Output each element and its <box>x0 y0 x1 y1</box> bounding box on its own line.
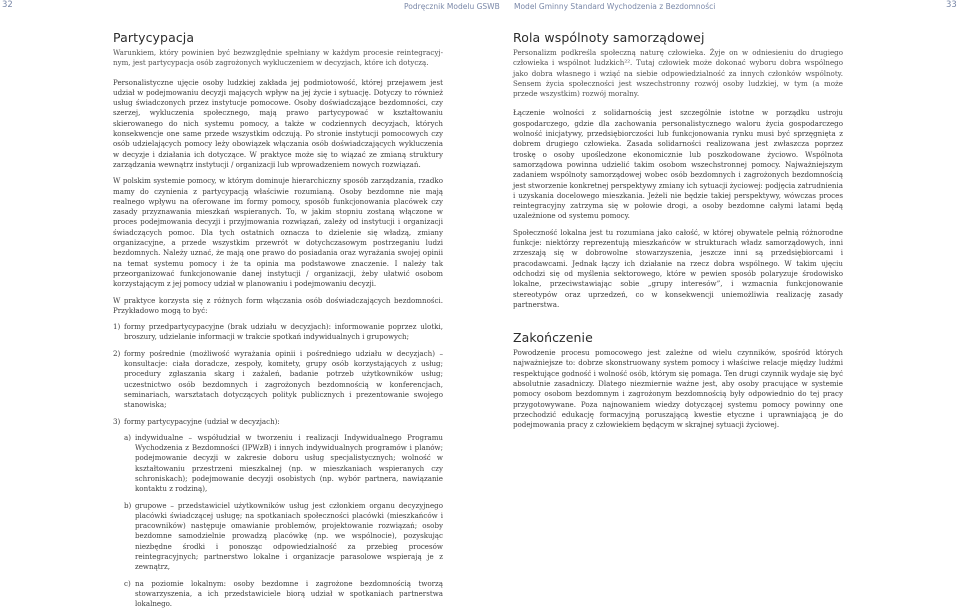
sublist-letter: a) <box>124 432 131 442</box>
running-title-right: Model Gminny Standard Wychodzenia z Bezdomności <box>514 2 716 11</box>
list-text: formy partycypacyjne (udział w decyzjach): <box>124 416 280 426</box>
paragraph: Personalistyczne ujęcie osoby ludzkiej zakłada jej podmiotowość, której przejawem jest udział w podejmowaniu decyzji mających wpływ na jej życie i sytuację. Dotyczy to również usług świadczonych przez instytucje pomocowe. Osoby doświadczające bezdomności, czy szerzej, wykluczenia społecznego, mają prawo partycypować w kształtowaniu skierowanego do nich systemu pomocy, a także w codziennych decyzjach, których konsekwencje one same przede wszystkim odczują. Po stronie instytucji pomocowych czy osób udzielających pomocy leży obowiązek włączania osób doświadczających wykluczenia w decyzje i działania ich dotyczące. W praktyce może się to wiązać ze zmianą struktury zarządzania wewnątrz instytucji / organizacji lub wprowadzeniem nowych rozwiązań. <box>113 77 443 169</box>
running-title-left: Podręcznik Modelu GSWB <box>404 2 500 11</box>
right-column <box>513 30 843 437</box>
participation-forms-list <box>113 322 443 609</box>
participation-sublist <box>124 433 443 610</box>
paragraph: Personalizm podkreśla społeczną naturę człowieka. Żyje on w odniesieniu do drugiego człowieka i wspólnot ludzkich²². Tutaj człowiek może dokonać wyboru dobra wspólnego jako dobra własnego i wziąć na siebie odpowiedzialność za innych członków wspólnoty. Sensem życia społeczności jest wszechstronny rozwój osoby ludzkiej, w tym (a może przede wszystkim) rozwój moralny. <box>513 48 843 99</box>
sublist-item <box>124 433 443 495</box>
list-text: formy pośrednie (możliwość wyrażania opinii i pośredniego udziału w decyzjach) – konsultacje: ciała doradcze, zespoły, komitety, grupy osób korzystających z usług; procedury zgłaszania skarg i zażaleń, badanie potrzeb użytkowników usług; uczestnictwo osób bezdomnych i zagrożonych bezdomnością w konferencjach, seminariach, warsztatach dotyczących polityk publicznych i prezentowanie swojego stanowiska; <box>124 348 443 410</box>
page-number-right: 33 <box>946 0 957 10</box>
list-number: 1) <box>113 322 121 332</box>
list-number: 3) <box>113 416 121 426</box>
sublist-text: grupowe – przedstawiciel użytkowników usług jest członkiem organu decyzyjnego placówki świadczącej usługę; na spotkaniach społeczności placówki (mieszkańców i pracowników) następuje omawianie problemów, projektowanie rozwiązań; osoby bezdomne samodzielnie prowadzą placówkę (np. we wspólnocie), pozyskując niezbędne środki i ponosząc odpowiedzialność za przebieg procesów reintegracyjnych; partnerstwo lokalne i organizacje parasolowe wspierają je z zewnątrz, <box>135 500 443 572</box>
sublist-letter: b) <box>124 500 132 510</box>
paragraph: W praktyce korzysta się z różnych form włączania osób doświadczających bezdomności. Przykładowo mogą to być: <box>113 295 443 315</box>
list-number: 2) <box>113 348 121 358</box>
intro-paragraph: Warunkiem, który powinien być bezwzględnie spełniany w każdym procesie reintegracyj-nym, jest partycypacja osób zagrożonych wykluczeniem w decyzjach, które ich dotyczą. <box>113 48 443 68</box>
sublist-item <box>124 501 443 573</box>
list-item <box>113 417 443 427</box>
page-number-left: 32 <box>2 0 13 10</box>
conclusion-paragraph: Powodzenie procesu pomocowego jest zależne od wielu czynników, spośród których najważniejsze to: dobrze skonstruowany system pomocy i właściwe relacje między ludźmi respektujące godność i wolność osób, którym się pomaga. Ten drugi czynnik wydaje się być absolutnie zasadniczy. Dlatego niezmiernie ważne jest, aby osoby pracujące w systemie pomocy osobom bezdomnym i zagrożonym bezdomnością były odpowiednio do tej pracy przygotowywane. Poza najnowaniem wiedzy dotyczącej systemu pomocy powinny one przechodzić edukację formacyjną poruszającą kwestie etyczne i uprawniającą je do podejmowania pracy z człowiekiem będącym w skrajnej sytuacji życiowej. <box>513 348 843 430</box>
list-text: formy przedpartycypacyjne (brak udziału w decyzjach): informowanie poprzez ulotki, broszury, udzielanie informacji w trakcie spotkań indywidualnych i grupowych; <box>124 322 443 342</box>
paragraph: Społeczność lokalna jest tu rozumiana jako całość, w której obywatele pełnią różnorodne funkcje: niektórzy reprezentują mieszkańców w strukturach władz samorządowych, inni zrzeszają się w dobrowolne stowarzyszenia, jeszcze inni są przedsiębiorcami i pracodawcami. Jednak łączy ich działanie na rzecz dobra wspólnego. W takim ujęciu odchodzi się od myślenia sektorowego, które w pewien sposób polaryzuje środowisko lokalne, przeciwstawiając sobie „grupy interesów”, i wzmacnia funkcjonowanie stereotypów oraz uprzedzeń, co w konsekwencji uniemożliwia realizację zasady partnerstwa. <box>513 227 843 309</box>
paragraph: W polskim systemie pomocy, w którym dominuje hierarchiczny sposób zarządzania, rzadko mamy do czynienia z partycypacją właściwie rozumianą. Osoby bezdomne nie mają realnego wpływu na oferowane im formy pomocy, sposób funkcjonowania placówek czy zasady przyznawania mieszkań wspieranych. To, w jakim stopniu zostaną włączone w proces podejmowania decyzji i przyjmowania rozwiązań, zależy od instytucji i organizacji świadczących pomoc. Dla tych ostatnich oznacza to dzielenie się władzą, zmiany organizacyjne, a przede wszystkim przewrót w dotychczasowym postrzeganiu ludzi bezdomnych. Należy uznać, że mają one prawo do posiadania oraz wyrażania swojej opinii na temat systemu pomocy i że ta opinia ma podstawowe znaczenie. I należy tak przeorganizować funkcjonowanie danej instytucji / organizacji, żeby ułatwić osobom korzystającym z jej pomocy udział w planowaniu i podejmowaniu decyzji. <box>113 176 443 289</box>
section-title-zakonczenie: Zakończenie <box>513 330 593 346</box>
sublist-item <box>124 579 443 610</box>
sublist-letter: c) <box>124 578 131 588</box>
sublist-text: indywidualne – współudział w tworzeniu i realizacji Indywidualnego Programu Wychodzenia z Bezdomności (IPWzB) i innych indywidualnych programów i planów; podejmowanie decyzji w zakresie doboru usług specjalistycznych; wolność w kształtowaniu przestrzeni mieszkalnej (np. w mieszkaniach wspieranych czy schroniskach); podejmowanie decyzji osobistych (np. wybór partnera, nawiązanie kontaktu z rodziną), <box>135 432 443 494</box>
paragraph: Łączenie wolności z solidarnością jest szczególnie istotne w porządku ustroju gospodarczego, gdzie dla zachowania personalistycznego waloru życia gospodarczego wolność inicjatywy, przedsiębiorczości lub funkcjonowania rynku musi być sprzęgnięta z dobrem drugiego człowieka. Zasada solidarności realizowana jest zwłaszcza poprzez troskę o osoby upośledzone ekonomicznie lub poszkodowane życiowo. Wspólnota samorządowa powinna udzielić takim osobom wszechstronnej pomocy. Najważniejszym zadaniem wspólnoty samorządowej wobec osób bezdomnych i zagrożonych bezdomnością jest stworzenie konkretnej perspektywy zmiany ich sytuacji życiowej: podjęcia zatrudnienia i uzyskania docelowego mieszkania. Jeżeli nie będzie takiej perspektywy, wówczas proces reintegracyjny zatrzyma się w połowie drogi, a osoby bezdomne całymi latami będą uzależnione od systemu pomocy. <box>513 108 843 221</box>
section-title-rola-wspolnoty: Rola wspólnoty samorządowej <box>513 30 705 45</box>
list-item <box>113 349 443 411</box>
sublist-text: na poziomie lokalnym: osoby bezdomne i zagrożone bezdomnością tworzą stowarzyszenia, a ich przedstawiciele biorą udział w spotkaniach partnerstwa lokalnego. <box>135 578 443 609</box>
list-item <box>113 322 443 343</box>
left-column <box>113 30 443 616</box>
section-title-partycypacja: Partycypacja <box>113 30 195 45</box>
